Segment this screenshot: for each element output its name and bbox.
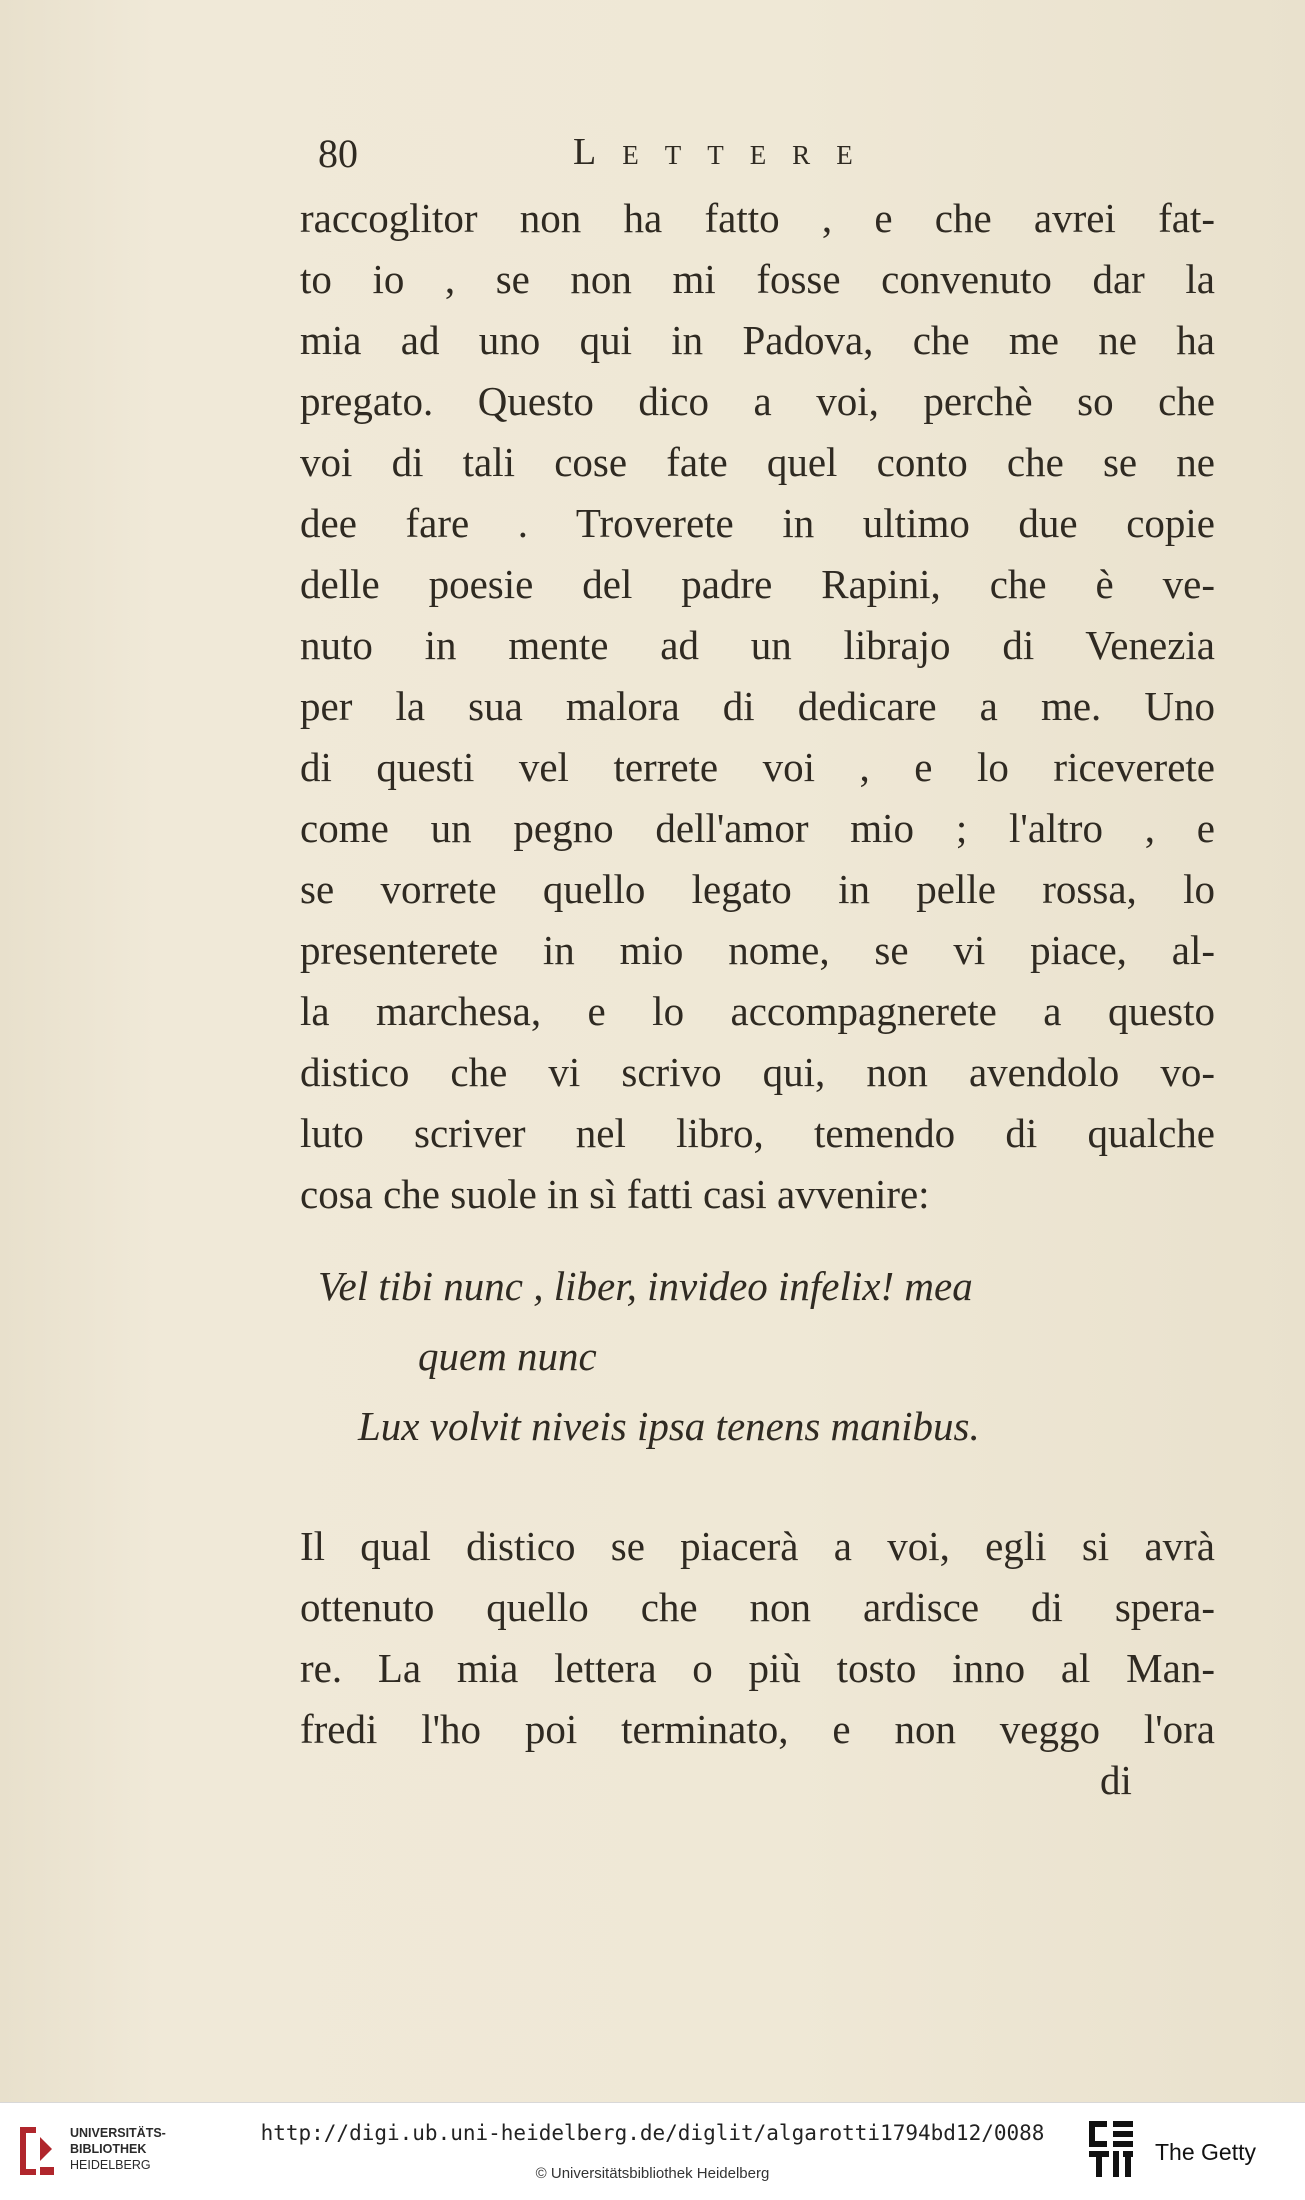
sponsor-name: The Getty	[1155, 2139, 1256, 2165]
library-name: UNIVERSITÄTS- BIBLIOTHEK HEIDELBERG	[70, 2126, 166, 2172]
viewer-footer	[0, 2102, 1305, 2200]
paragraph-before-verse	[300, 188, 1215, 1225]
text-line: la marchesa, e lo accompagnerete a questo	[300, 988, 1215, 1034]
permalink-url[interactable]: http://digi.ub.uni-heidelberg.de/diglit/algarotti1794bd12/0088	[260, 2121, 1045, 2145]
text-line: come un pegno dell'amor mio ; l'altro , e	[300, 805, 1215, 851]
text-line: ottenuto quello che non ardisce di spera-	[300, 1584, 1215, 1630]
text-line: presenterete in mio nome, se vi piace, al-	[300, 927, 1215, 973]
getty-mark-icon	[1085, 2119, 1137, 2179]
text-line: mia ad uno qui in Padova, che me ne ha	[300, 317, 1215, 363]
paragraph-after-verse	[300, 1516, 1215, 1760]
text-line: dee fare . Troverete in ultimo due copie	[300, 500, 1215, 546]
text-line: pregato. Questo dico a voi, perchè so che	[300, 378, 1215, 424]
verse-line: Lux volvit niveis ipsa tenens manibus.	[358, 1403, 980, 1449]
copyright-notice: © Universitätsbibliothek Heidelberg	[535, 2165, 770, 2182]
text-line: raccoglitor non ha fatto , e che avrei fat-	[300, 195, 1215, 241]
text-line: delle poesie del padre Rapini, che è ve-	[300, 561, 1215, 607]
verse-line: Vel tibi nunc , liber, invideo infelix! mea	[318, 1263, 973, 1309]
text-line: nuto in mente ad un librajo di Venezia	[300, 622, 1215, 668]
text-line: distico che vi scrivo qui, non avendolo vo-	[300, 1049, 1215, 1095]
text-line: di questi vel terrete voi , e lo riceverete	[300, 744, 1215, 790]
verse-line: quem nunc	[418, 1333, 597, 1379]
page-number: 80	[318, 131, 358, 176]
text-line: Il qual distico se piacerà a voi, egli si avrà	[300, 1523, 1215, 1569]
catchword: di	[1100, 1757, 1132, 1803]
running-title: Lettere	[573, 131, 879, 173]
text-line: per la sua malora di dedicare a me. Uno	[300, 683, 1215, 729]
text-line: cosa che suole in sì fatti casi avvenire:	[300, 1171, 930, 1217]
text-line: luto scriver nel libro, temendo di qualche	[300, 1110, 1215, 1156]
text-line: fredi l'ho poi terminato, e non veggo l'ora	[300, 1706, 1215, 1752]
getty-logo[interactable]	[1085, 2119, 1285, 2183]
text-line: se vorrete quello legato in pelle rossa, lo	[300, 866, 1215, 912]
text-line: voi di tali cose fate quel conto che se ne	[300, 439, 1215, 485]
running-head	[318, 130, 1218, 186]
text-line: re. La mia lettera o più tosto inno al Man-	[300, 1645, 1215, 1691]
text-line: to io , se non mi fosse convenuto dar la	[300, 256, 1215, 302]
